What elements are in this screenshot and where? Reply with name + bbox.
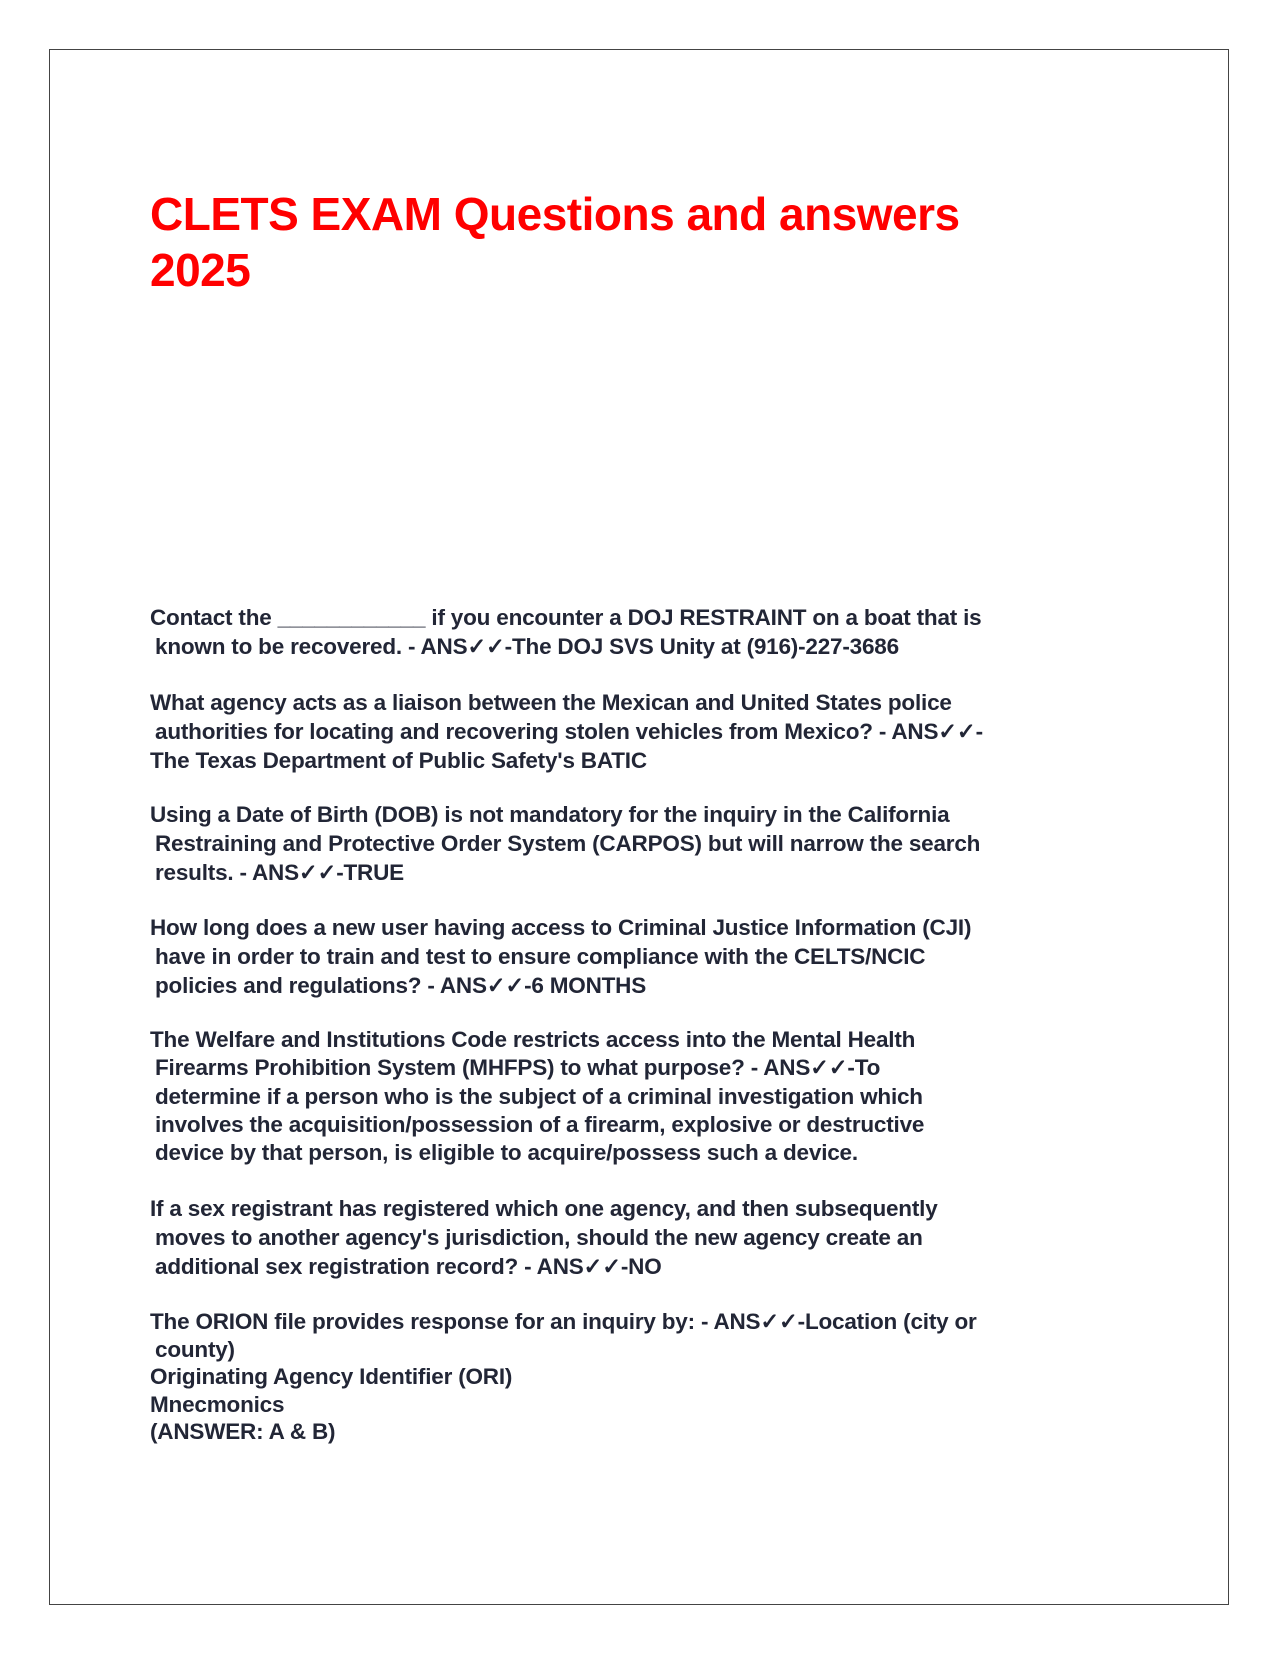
qa-line: involves the acquisition/possession of a firearm, explosive or destructive	[155, 1111, 925, 1137]
qa-line: determine if a person who is the subject of a criminal investigation which	[155, 1083, 923, 1109]
qa-item	[150, 688, 983, 775]
qa-item	[150, 800, 980, 887]
qa-line: Originating Agency Identifier (ORI)	[150, 1364, 513, 1389]
qa-line: additional sex registration record? - ANS✓✓-NO	[155, 1254, 662, 1279]
qa-line: The Texas Department of Public Safety's BATIC	[150, 748, 647, 773]
qa-line: policies and regulations? - ANS✓✓-6 MONTHS	[155, 973, 647, 998]
title-line: 2025	[150, 244, 251, 296]
qa-line: results. - ANS✓✓-TRUE	[155, 860, 404, 885]
qa-line: have in order to train and test to ensure compliance with the CELTS/NCIC	[155, 944, 926, 969]
qa-line: Mnecmonics	[150, 1391, 285, 1417]
qa-item	[150, 603, 981, 661]
qa-line: How long does a new user having access to Criminal Justice Information (CJI)	[150, 915, 972, 940]
qa-line: Using a Date of Birth (DOB) is not mandatory for the inquiry in the California	[150, 802, 950, 827]
document-title	[150, 186, 960, 298]
qa-line: Firearms Prohibition System (MHFPS) to what purpose? - ANS✓✓-To	[155, 1055, 881, 1081]
qa-item	[150, 1026, 924, 1167]
qa-line: moves to another agency's jurisdiction, should the new agency create an	[155, 1225, 923, 1250]
qa-item	[150, 1194, 938, 1281]
qa-line: county)	[155, 1336, 235, 1362]
qa-line: Restraining and Protective Order System (CARPOS) but will narrow the search	[155, 831, 981, 856]
qa-item	[150, 913, 971, 1000]
qa-line: device by that person, is eligible to acquire/possess such a device.	[155, 1140, 858, 1166]
title-line: CLETS EXAM Questions and answers	[150, 188, 960, 240]
qa-line: What agency acts as a liaison between the Mexican and United States police	[150, 690, 952, 715]
qa-line: If a sex registrant has registered which one agency, and then subsequently	[150, 1196, 938, 1221]
qa-line: The ORION file provides response for an inquiry by: - ANS✓✓-Location (city or	[150, 1309, 977, 1334]
qa-line: Contact the ____________ if you encounter a DOJ RESTRAINT on a boat that is	[150, 605, 982, 630]
qa-line: The Welfare and Institutions Code restricts access into the Mental Health	[150, 1027, 916, 1052]
qa-item	[150, 1308, 977, 1446]
qa-line: known to be recovered. - ANS✓✓-The DOJ SVS Unity at (916)-227-3686	[155, 634, 899, 659]
qa-line: authorities for locating and recovering stolen vehicles from Mexico? - ANS✓✓-	[155, 719, 983, 744]
qa-line: (ANSWER: A & B)	[150, 1419, 336, 1444]
